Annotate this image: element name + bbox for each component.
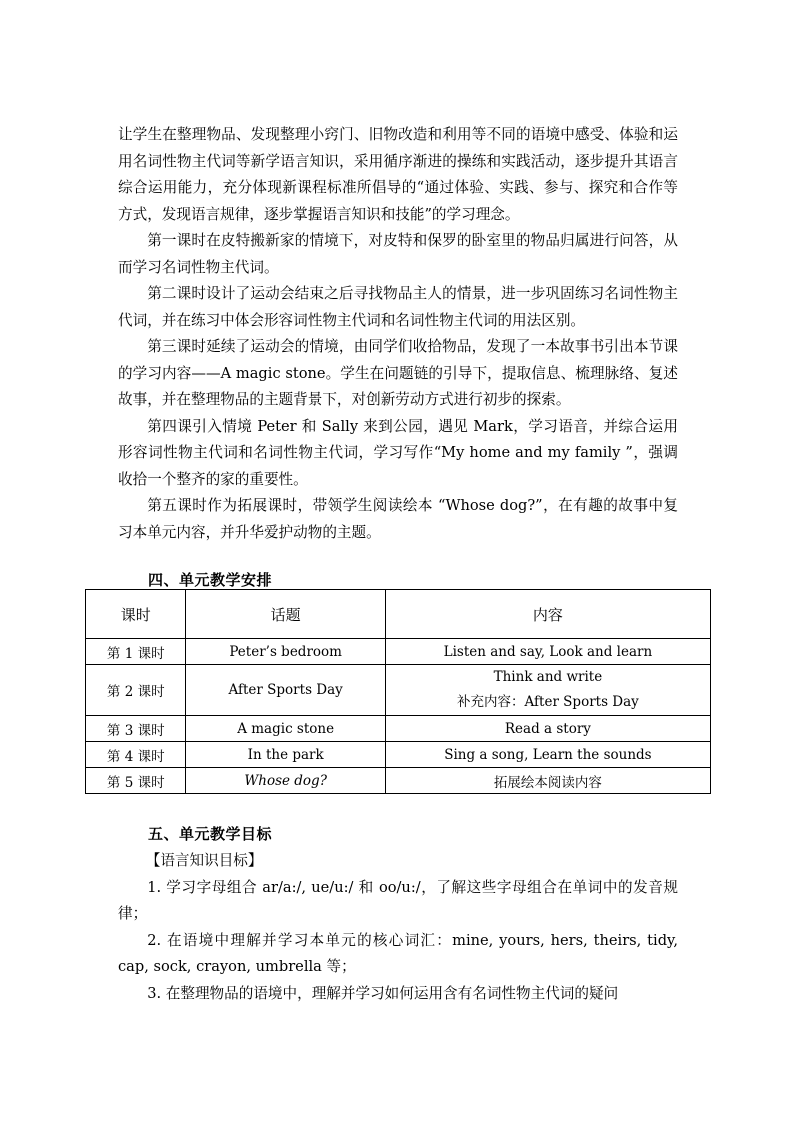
table-row [86,639,711,665]
table-header-row [86,590,711,639]
table-row [86,716,711,742]
goals-text [118,848,678,1007]
goal-item-1: 1. 学习字母组合 ar/a:/, ue/u:/ 和 oo/u:/，了解这些字母组合在单词中的发音规律； [118,878,678,922]
lesson-1-description: 第一课时在皮特搬新家的情境下，对皮特和保罗的卧室里的物品归属进行问答，从而学习名词性物主代词。 [118,232,678,276]
content-cell: 拓展绘本阅读内容 [385,768,710,794]
lesson-cell: 第 5 课时 [86,768,186,794]
table-row [86,665,711,716]
table-row [86,742,711,768]
lesson-cell: 第 2 课时 [86,665,186,716]
lesson-2-description: 第二课时设计了运动会结束之后寻找物品主人的情景，进一步巩固练习名词性物主代词，并在练习中体会形容词性物主代词和名词性物主代词的用法区别。 [118,285,678,329]
topic-cell: In the park [186,742,385,768]
topic-cell: After Sports Day [186,665,385,716]
schedule-table [85,589,711,794]
lesson-cell: 第 1 课时 [86,639,186,665]
goal-item-2: 2. 在语境中理解并学习本单元的核心词汇：mine, yours, hers, theirs, tidy, cap, sock, crayon, umbrella 等； [118,931,678,975]
goals-heading: 五、单元教学目标 [148,825,273,843]
lesson-3-description: 第三课时延续了运动会的情境，由同学们收拾物品，发现了一本故事书引出本节课的学习内容——A magic stone。学生在问题链的引导下，提取信息、梳理脉络、复述故事，并在整理物品的主题背景下，对创新劳动方式进行初步的探索。 [118,338,678,408]
lesson-cell: 第 4 课时 [86,742,186,768]
lesson-5-description: 第五课时作为拓展课时，带领学生阅读绘本 “Whose dog?”，在有趣的故事中复习本单元内容，并升华爱护动物的主题。 [118,497,678,541]
header-topic: 话题 [186,590,385,639]
goal-item-3: 3. 在整理物品的语境中，理解并学习如何运用含有名词性物主代词的疑问 [147,984,619,1002]
topic-cell: Peter’s bedroom [186,639,385,665]
lesson-4-description: 第四课引入情境 Peter 和 Sally 来到公园，遇见 Mark，学习语音，并综合运用形容词性物主代词和名词性物主代词，学习写作“My home and my family ”，强调收拾一个整齐的家的重要性。 [118,417,678,488]
content-cell: Read a story [385,716,710,742]
unit-overview-text [118,122,678,546]
table-row [86,768,711,794]
content-cell: Sing a song, Learn the sounds [385,742,710,768]
goals-subheading: 【语言知识目标】 [145,852,263,869]
header-content: 内容 [385,590,710,639]
topic-cell: Whose dog? [186,768,385,794]
intro-paragraph: 让学生在整理物品、发现整理小窍门、旧物改造和利用等不同的语境中感受、体验和运用名词性物主代词等新学语言知识，采用循序渐进的操练和实践活动，逐步提升其语言综合运用能力，充分体现新课程标准所倡导的“通过体验、实践、参与、探究和合作等方式，发现语言规律，逐步掌握语言知识和技能”的学习理念。 [118,126,678,223]
topic-cell: A magic stone [186,716,385,742]
schedule-heading: 四、单元教学安排 [148,571,273,589]
content-cell: Listen and say, Look and learn [385,639,710,665]
content-line: 补充内容：After Sports Day [457,694,639,710]
content-cell [385,665,710,716]
lesson-cell: 第 3 课时 [86,716,186,742]
content-line: Think and write [493,669,603,685]
header-lesson: 课时 [86,590,186,639]
